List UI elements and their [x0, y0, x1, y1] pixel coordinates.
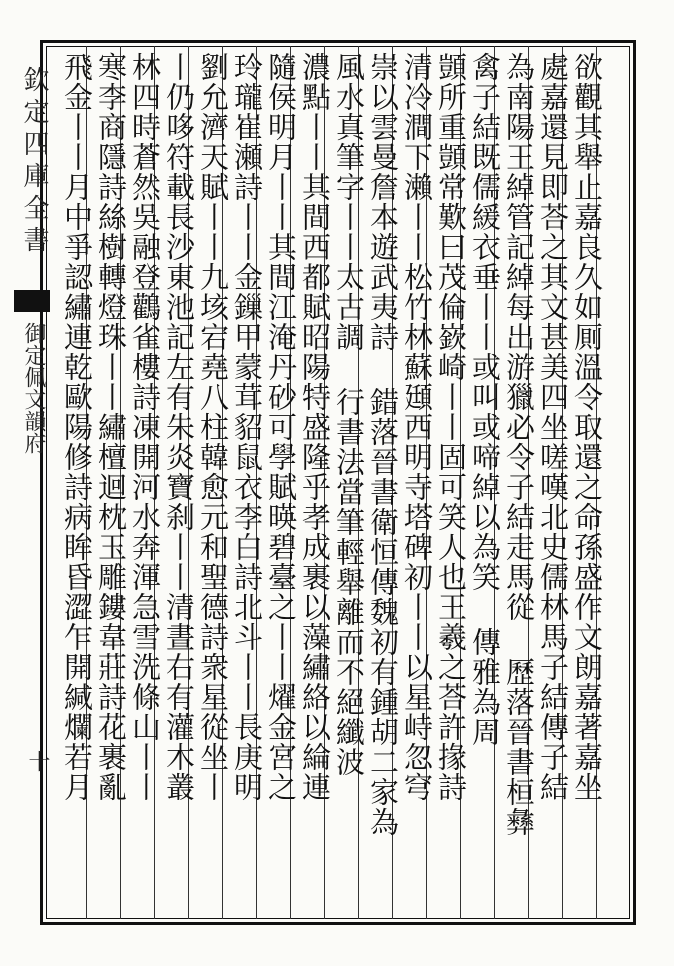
text-column: 隨侯明月丨丨其間江淹丹砂可學賦暎碧臺之丨丨燿金宮之: [264, 52, 298, 802]
text-column: 劉允濟天賦丨丨九垓宕堯八柱韓愈元和聖德詩衆星從坐丨: [196, 52, 230, 802]
text-column: 濃點丨丨其間西都賦昭陽特盛隆乎孝成裹以藻繡絡以綸連: [298, 52, 332, 802]
text-column: 風水真筆字丨丨太古調 行書法當筆輕舉離而不絕纖波: [332, 52, 366, 777]
text-column: 顗所重顗常歎曰茂倫嶔崎丨丨固可笑人也王羲之荅許掾詩: [434, 52, 468, 802]
text-column: 林四時蒼然吳融登鸛雀樓詩凍開河水奔渾急雪洗條山丨丨: [128, 52, 162, 802]
text-column: 崇以雲曼詹本遊武夷詩 錯落晉書衛恒傳魏初有鍾胡二家為: [366, 52, 400, 837]
text-column: 禽子結既儒緩衣垂丨丨或叫或啼綽以為笑 傳雅為周: [468, 52, 502, 747]
text-column: 處嘉還見即荅之其文甚美四坐嗟嘆北史儒林馬子結傳子結: [536, 52, 570, 802]
text-column: 玲瓏崔瀬詩丨丨金鏁甲蒙茸貂鼠衣李白詩北斗丨丨長庚明: [230, 52, 264, 802]
text-column: 為南陽王綽管記綽每出游獵必令子結走馬從 歷落晉書桓彝: [502, 52, 536, 837]
page-number: 十: [25, 750, 50, 772]
text-column: 清冷澗下瀨丨丨松竹林蘇頲西明寺塔碑初丨丨以星峙忽穹: [400, 52, 434, 802]
text-column: 寒李商隱詩絲樹轉燈珠丨丨繡檀迴枕玉雕鏤韋莊詩花裹亂: [94, 52, 128, 802]
fishtail-mark: [14, 290, 50, 312]
text-column: 丨仍哆符載長沙東池記左有朱炎寶刹丨丨清晝右有灌木叢: [162, 52, 196, 802]
book-title: 欽定四庫全書: [19, 66, 49, 258]
text-column: 飛金丨丨月中爭認繡連乾歐陽修詩病眸昏澀乍開緘爛若月: [60, 52, 94, 802]
text-column: 欲觀其舉止嘉良久如厠溫令取還之命孫盛作文朗嘉著嘉坐: [570, 52, 604, 802]
section-title: 御定佩文韻府: [21, 322, 46, 454]
